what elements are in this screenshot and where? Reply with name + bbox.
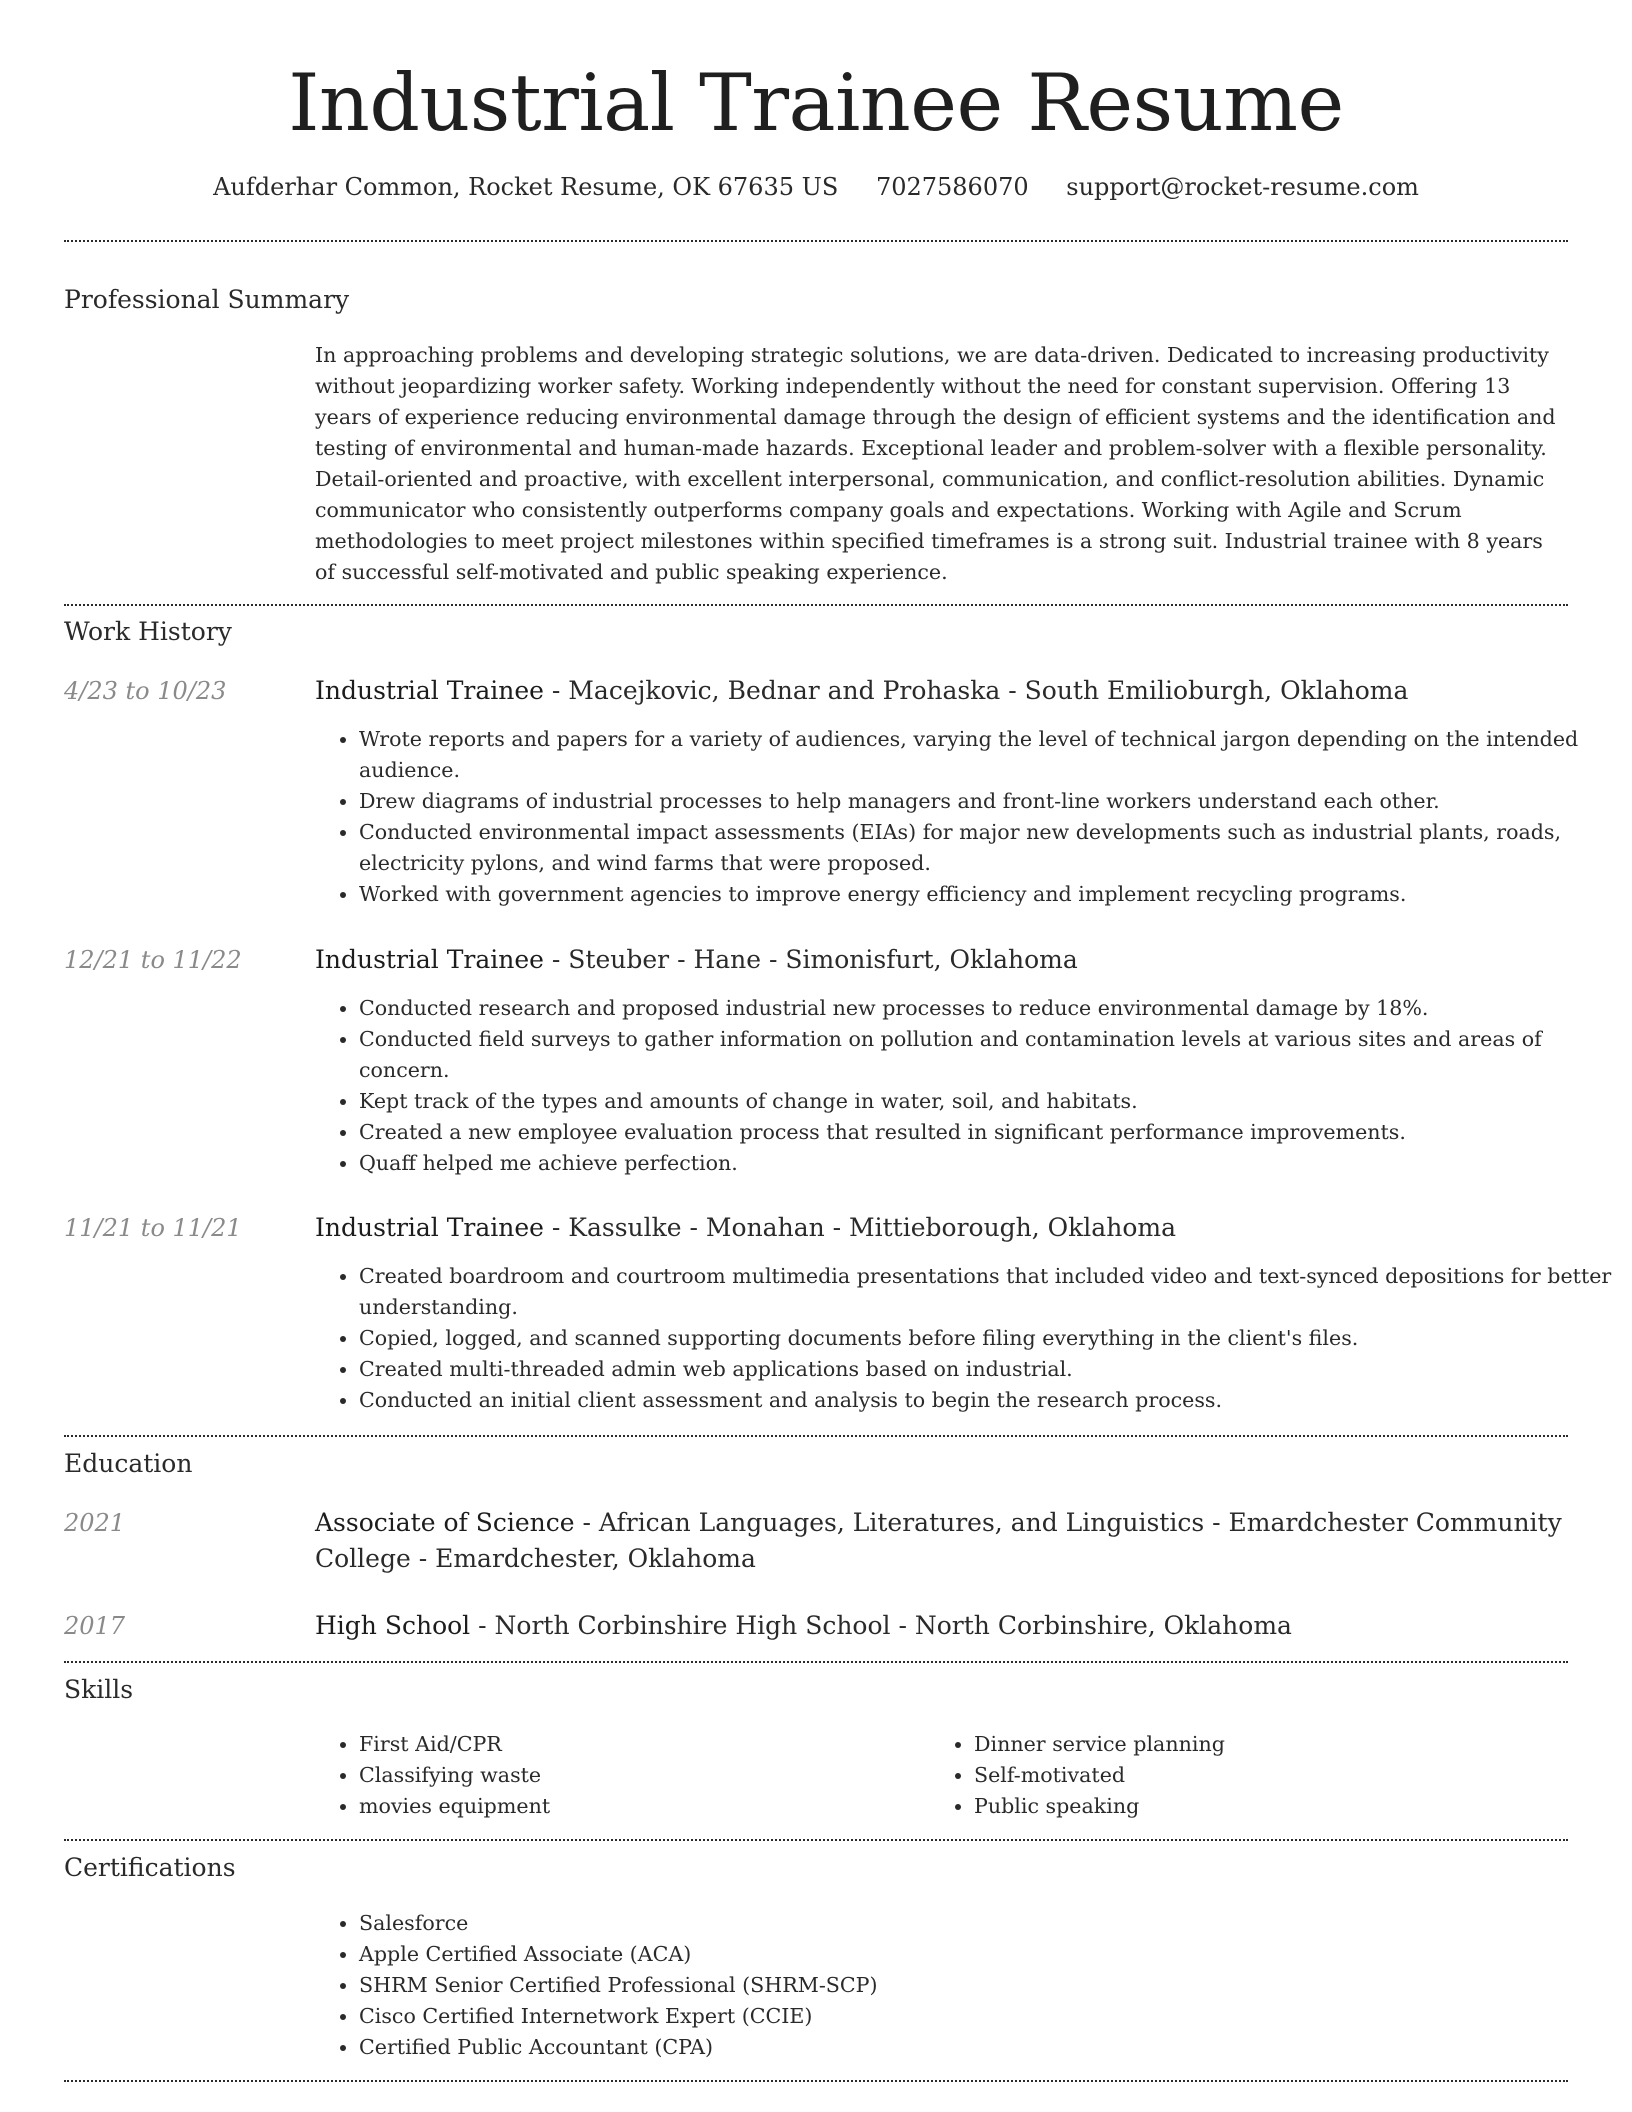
phone-text: 7027586070 [875,173,1029,201]
education-school: - North Corbinshire High School - North Corbinshire, Oklahoma [470,1611,1292,1640]
job-role: Industrial Trainee [315,1213,544,1242]
list-item: • Conducted field surveys to gather information on pollution and contamination levels at various sites and areas of concern. [359,1024,1612,1086]
job-dates: 4/23 to 10/23 [64,677,227,705]
list-item: • Conducted an initial client assessment and analysis to begin the research process. [359,1385,1612,1416]
job-title [315,673,1568,709]
job-role: Industrial Trainee [315,945,544,974]
skill-item: • First Aid/CPR [359,1729,939,1760]
divider [64,604,1568,606]
education-entry [315,1505,1568,1577]
resume-title: Industrial Trainee Resume [288,57,1344,149]
job-title [315,942,1568,978]
list-item: • Conducted research and proposed industrial new processes to reduce environmental damage by 18%. [359,993,1612,1024]
certification-item: • Cisco Certified Internetwork Expert (CCIE) [359,2001,1612,2032]
job-bullets [315,724,1612,910]
section-heading-summary: Professional Summary [64,285,350,314]
certification-item: • Apple Certified Associate (ACA) [359,1939,1612,1970]
divider [64,1661,1568,1663]
email-link[interactable]: support@rocket-resume.com [1066,173,1419,201]
skill-item: • Classifying waste [359,1760,939,1791]
section-heading-education: Education [64,1449,193,1478]
job-employer: - Steuber - Hane - Simonisfurt, Oklahoma [543,945,1078,974]
skills-list-right [930,1729,1594,1822]
list-item: • Quaff helped me achieve perfection. [359,1148,1612,1179]
skill-item: • Self-motivated [974,1760,1594,1791]
list-item: • Kept track of the types and amounts of change in water, soil, and habitats. [359,1086,1612,1117]
list-item: • Created multi-threaded admin web applications based on industrial. [359,1354,1612,1385]
list-item: • Created a new employee evaluation process that resulted in significant performance improvements. [359,1117,1612,1148]
job-title [315,1210,1568,1246]
skill-item: • movies equipment [359,1791,939,1822]
education-degree: High School [315,1611,471,1640]
contact-line [0,170,1632,204]
certifications-list [315,1908,1612,2063]
divider [64,1839,1568,1841]
education-year: 2021 [64,1509,126,1537]
education-school: - African Languages, Literatures, and Linguistics - Emardchester Community College - Emardchester, Oklahoma [315,1508,1562,1573]
list-item: • Created boardroom and courtroom multimedia presentations that included video and text-synced depositions for better understanding. [359,1261,1612,1323]
divider [64,240,1568,242]
section-heading-skills: Skills [64,1675,134,1704]
certification-item: • Salesforce [359,1908,1612,1939]
skill-item: • Dinner service planning [974,1729,1594,1760]
section-heading-work: Work History [64,617,232,646]
education-degree: Associate of Science [315,1508,575,1537]
divider [64,1435,1568,1437]
job-dates: 12/21 to 11/22 [64,946,242,974]
list-item: • Drew diagrams of industrial processes to help managers and front-line workers understand each other. [359,786,1612,817]
job-bullets [315,993,1612,1179]
job-dates: 11/21 to 11/21 [64,1214,242,1242]
list-item: • Copied, logged, and scanned supporting documents before filing everything in the client's files. [359,1323,1612,1354]
certification-item: • SHRM Senior Certified Professional (SHRM-SCP) [359,1970,1612,2001]
skill-item: • Public speaking [974,1791,1594,1822]
skills-list-left [315,1729,939,1822]
list-item: • Wrote reports and papers for a variety of audiences, varying the level of technical jargon depending on the intended audience. [359,724,1612,786]
job-role: Industrial Trainee [315,676,544,705]
job-bullets [315,1261,1612,1416]
job-employer: - Kassulke - Monahan - Mittieborough, Oklahoma [543,1213,1176,1242]
list-item: • Worked with government agencies to improve energy efficiency and implement recycling programs. [359,879,1612,910]
education-year: 2017 [64,1612,126,1640]
address-text: Aufderhar Common, Rocket Resume, OK 67635 US [213,173,839,201]
divider [64,2080,1568,2082]
education-entry [315,1608,1568,1644]
summary-text: In approaching problems and developing strategic solutions, we are data-driven. Dedicated to increasing productivity without jeopardizing worker safety. Working independently without the need for constant supervision. Offering 13 years of experience reducing environmental damage through the design of efficient systems and the identification and testing of environmental and human-made hazards. Exceptional leader and problem-solver with a flexible personality. Detail-oriented and proactive, with excellent interpersonal, communication, and conflict-resolution abilities. Dynamic communicator who consistently outperforms company goals and expectations. Working with Agile and Scrum methodologies to meet project milestones within specified timeframes is a strong suit. Industrial trainee with 8 years of successful self-motivated and public speaking experience. [315,343,1556,584]
list-item: • Conducted environmental impact assessments (EIAs) for major new developments such as industrial plants, roads, electricity pylons, and wind farms that were proposed. [359,817,1612,879]
job-employer: - Macejkovic, Bednar and Prohaska - South Emilioburgh, Oklahoma [543,676,1409,705]
certification-item: • Certified Public Accountant (CPA) [359,2032,1612,2063]
section-heading-certifications: Certifications [64,1853,236,1882]
